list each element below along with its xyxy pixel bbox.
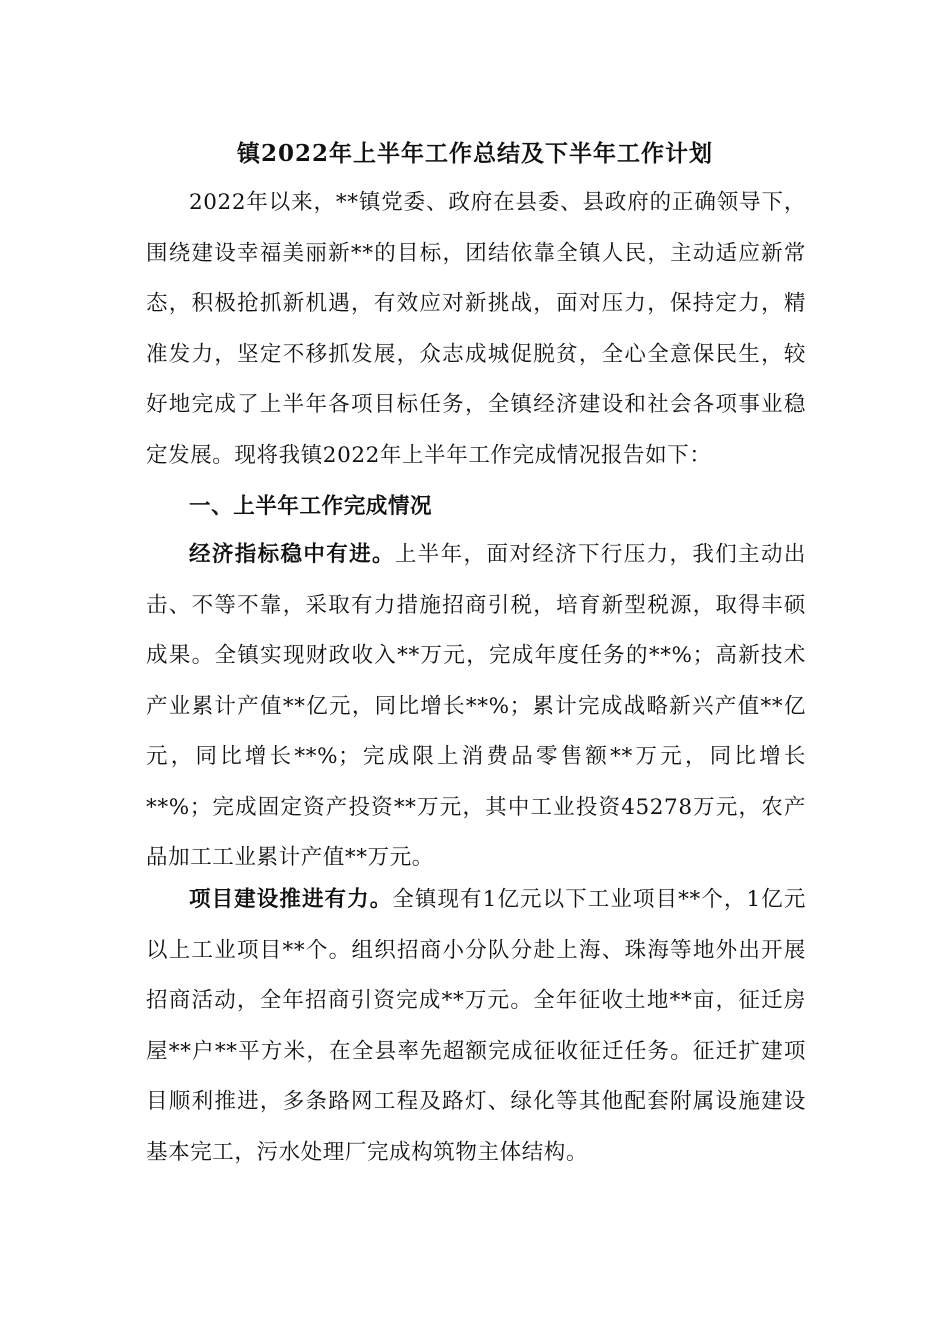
economy-lead: 经济指标稳中有进。	[189, 542, 395, 567]
projects-paragraph	[146, 875, 806, 1178]
intro-paragraph: 2022年以来，**镇党委、政府在县委、县政府的正确领导下，围绕建设幸福美丽新**的目标，团结依靠全镇人民，主动适应新常态，积极抢抓新机遇，有效应对新挑战，面对压力，保持定力，精准发力，坚定不移抓发展，众志成城促脱贫，全心全意保民生，较好地完成了上半年各项目标任务，全镇经济建设和社会各项事业稳定发展。现将我镇2022年上半年工作完成情况报告如下：	[146, 190, 806, 468]
section-heading: 一、上半年工作完成情况	[189, 494, 433, 519]
projects-block	[146, 875, 806, 1178]
economy-text: 上半年，面对经济下行压力，我们主动出击、不等不靠，采取有力措施招商引税，培育新型税源，取得丰硕成果。全镇实现财政收入**万元，完成年度任务的**%；高新技术产业累计产值**亿元，同比增长**%；累计完成战略新兴产值**亿元，同比增长**%；完成限上消费品零售额**万元，同比增长**%；完成固定资产投资**万元，其中工业投资45278万元，农产品加工工业累计产值**万元。	[146, 542, 806, 870]
projects-lead: 项目建设推进有力。	[189, 887, 393, 912]
projects-text: 全镇现有1亿元以下工业项目**个，1亿元以上工业项目**个。组织招商小分队分赴上海、珠海等地外出开展招商活动，全年招商引资完成**万元。全年征收土地**亩，征迁房屋**户**平方米，在全县率先超额完成征收征迁任务。征迁扩建项目顺利推进，多条路网工程及路灯、绿化等其他配套附属设施建设基本完工，污水处理厂完成构筑物主体结构。	[146, 887, 806, 1165]
economy-block	[146, 530, 806, 884]
intro-block	[146, 178, 806, 481]
section-heading-block	[146, 482, 806, 533]
document-title: 镇2022年上半年工作总结及下半年工作计划	[236, 140, 713, 167]
economy-paragraph	[146, 530, 806, 884]
